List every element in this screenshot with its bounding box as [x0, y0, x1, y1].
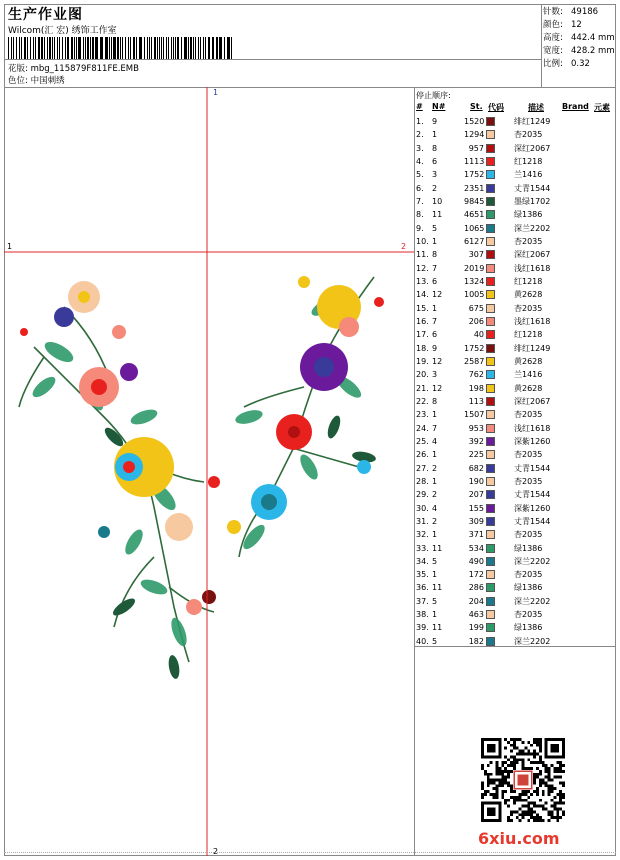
row-stitches: 1324 — [464, 276, 485, 286]
sequence-row — [416, 115, 614, 128]
guide-marker-right: 2 — [401, 242, 407, 251]
row-needle: 1 — [432, 410, 438, 420]
row-stitches: 675 — [468, 303, 484, 313]
row-index: 1. — [416, 117, 424, 126]
row-index: 35. — [416, 570, 429, 580]
color-swatch — [486, 264, 495, 273]
row-index: 23. — [416, 410, 429, 420]
color-swatch — [486, 304, 495, 313]
row-index: 6. — [416, 183, 424, 193]
row-description: 杏2035 — [514, 410, 543, 420]
row-index: 9. — [416, 223, 424, 233]
color-swatch — [486, 530, 495, 539]
row-description: 深兰2202 — [514, 223, 551, 233]
color-swatch — [486, 370, 495, 379]
row-stitches: 2351 — [464, 183, 485, 193]
row-index: 26. — [416, 450, 429, 460]
row-index: 19. — [416, 356, 429, 366]
row-index: 29. — [416, 490, 429, 500]
sequence-row — [416, 422, 614, 435]
row-index: 33. — [416, 543, 429, 553]
sequence-row — [416, 555, 614, 568]
color-swatch — [486, 157, 495, 166]
row-needle: 12 — [432, 356, 443, 366]
row-stitches: 206 — [468, 316, 484, 326]
col-num: # — [416, 102, 423, 111]
color-swatch — [486, 224, 495, 233]
row-description: 兰1416 — [514, 170, 543, 180]
color-swatch — [486, 277, 495, 286]
sequence-row — [416, 568, 614, 581]
color-position-line — [8, 74, 65, 86]
row-stitches: 1005 — [464, 290, 485, 300]
sequence-row — [416, 475, 614, 488]
row-description: 杏2035 — [514, 236, 543, 246]
row-description: 杏2035 — [514, 610, 543, 620]
row-needle: 1 — [432, 303, 438, 313]
sequence-list — [416, 115, 614, 648]
row-needle: 9 — [432, 343, 438, 353]
row-stitches: 392 — [468, 436, 484, 446]
row-needle: 5 — [432, 596, 438, 606]
row-description: 红1218 — [514, 276, 543, 286]
color-swatch — [486, 623, 495, 632]
sequence-row — [416, 542, 614, 555]
row-needle: 3 — [432, 370, 438, 380]
col-element: 元素 — [594, 103, 610, 112]
row-stitches: 1507 — [464, 410, 485, 420]
row-stitches: 1294 — [464, 130, 485, 140]
row-index: 16. — [416, 316, 429, 326]
row-index: 2. — [416, 130, 424, 140]
row-index: 20. — [416, 370, 429, 380]
color-swatch — [486, 144, 495, 153]
guide-marker-bottom: 2 — [213, 847, 219, 856]
sequence-row — [416, 155, 614, 168]
row-stitches: 1113 — [464, 156, 485, 166]
row-description: 杏2035 — [514, 130, 543, 140]
qr-code — [481, 738, 565, 822]
color-swatch — [486, 210, 495, 219]
row-description: 杏2035 — [514, 303, 543, 313]
row-needle: 1 — [432, 130, 438, 140]
row-index: 27. — [416, 463, 429, 473]
row-needle: 1 — [432, 610, 438, 620]
sequence-row — [416, 315, 614, 328]
row-needle: 3 — [432, 170, 438, 180]
color-swatch — [486, 384, 495, 393]
row-description: 黄2628 — [514, 383, 543, 393]
color-swatch — [486, 490, 495, 499]
stop-sequence-title: 停止顺序: — [416, 91, 451, 100]
row-index: 40. — [416, 636, 429, 646]
sequence-row — [416, 235, 614, 248]
row-index: 11. — [416, 250, 429, 260]
row-stitches: 1752 — [464, 343, 485, 353]
row-description: 绿1386 — [514, 543, 543, 553]
row-needle: 6 — [432, 330, 438, 340]
row-description: 丈青1544 — [514, 516, 551, 526]
sequence-row — [416, 168, 614, 181]
sequence-row — [416, 608, 614, 621]
sequence-row — [416, 448, 614, 461]
row-stitches: 1752 — [464, 170, 485, 180]
color-swatch — [486, 237, 495, 246]
row-needle: 4 — [432, 503, 438, 513]
pattern-label: 花版: — [8, 64, 28, 74]
studio-name: Wilcom(汇 宏) 绣饰工作室 — [8, 26, 117, 36]
guide-marker-left: 1 — [7, 242, 13, 251]
sequence-row — [416, 635, 614, 648]
color-swatch — [486, 130, 495, 139]
sequence-row — [416, 595, 614, 608]
row-stitches: 957 — [468, 143, 484, 153]
color-swatch — [486, 437, 495, 446]
row-needle: 5 — [432, 223, 438, 233]
row-description: 丈青1544 — [514, 183, 551, 193]
row-description: 深兰2202 — [514, 596, 551, 606]
row-stitches: 1065 — [464, 223, 485, 233]
row-index: 15. — [416, 303, 429, 313]
sequence-row — [416, 515, 614, 528]
sequence-row — [416, 262, 614, 275]
page-title: 生产作业图 — [8, 7, 83, 23]
sequence-row — [416, 621, 614, 634]
color-swatch — [486, 330, 495, 339]
row-stitches: 534 — [468, 543, 484, 553]
row-needle: 12 — [432, 290, 443, 300]
row-index: 32. — [416, 530, 429, 540]
row-needle: 8 — [432, 143, 438, 153]
row-needle: 6 — [432, 156, 438, 166]
stat-row: 针数: 49186 — [543, 7, 599, 17]
row-index: 17. — [416, 330, 429, 340]
row-description: 深红2067 — [514, 143, 551, 153]
panel-divider — [414, 87, 415, 856]
color-swatch — [486, 184, 495, 193]
row-needle: 7 — [432, 263, 438, 273]
row-needle: 10 — [432, 196, 443, 206]
stat-row: 颜色: 12 — [543, 20, 582, 30]
row-stitches: 4651 — [464, 210, 485, 220]
row-index: 12. — [416, 263, 429, 273]
barcode — [8, 37, 236, 59]
row-description: 墨绿1702 — [514, 196, 551, 206]
row-stitches: 40 — [473, 330, 484, 340]
sequence-row — [416, 488, 614, 501]
row-stitches: 199 — [468, 623, 484, 633]
sequence-row — [416, 342, 614, 355]
row-stitches: 762 — [468, 370, 484, 380]
row-index: 18. — [416, 343, 429, 353]
row-needle: 2 — [432, 490, 438, 500]
row-stitches: 225 — [468, 450, 484, 460]
color-swatch — [486, 410, 495, 419]
col-code: 代码 — [488, 103, 504, 112]
row-needle: 8 — [432, 396, 438, 406]
row-description: 黄2628 — [514, 290, 543, 300]
sequence-row — [416, 248, 614, 261]
sequence-row — [416, 328, 614, 341]
row-stitches: 953 — [468, 423, 484, 433]
color-swatch — [486, 557, 495, 566]
row-needle: 11 — [432, 210, 443, 220]
row-stitches: 463 — [468, 610, 484, 620]
color-swatch — [486, 504, 495, 513]
color-swatch — [486, 570, 495, 579]
row-stitches: 182 — [468, 636, 484, 646]
row-description: 深红2067 — [514, 250, 551, 260]
row-needle: 6 — [432, 276, 438, 286]
row-description: 丈青1544 — [514, 490, 551, 500]
row-description: 杏2035 — [514, 476, 543, 486]
row-stitches: 155 — [468, 503, 484, 513]
row-stitches: 2019 — [464, 263, 485, 273]
color-value: 中国刺绣 — [30, 76, 65, 86]
sequence-row — [416, 288, 614, 301]
sequence-row — [416, 368, 614, 381]
sequence-row — [416, 581, 614, 594]
row-index: 5. — [416, 170, 424, 180]
row-needle: 8 — [432, 250, 438, 260]
header-divider — [4, 59, 541, 60]
color-swatch — [486, 477, 495, 486]
stat-row: 比例: 0.32 — [543, 59, 590, 69]
row-index: 3. — [416, 143, 424, 153]
row-index: 30. — [416, 503, 429, 513]
row-stitches: 286 — [468, 583, 484, 593]
row-needle: 2 — [432, 463, 438, 473]
col-brand: Brand — [562, 102, 589, 111]
sequence-row — [416, 408, 614, 421]
row-stitches: 371 — [468, 530, 484, 540]
row-index: 21. — [416, 383, 429, 393]
row-index: 24. — [416, 423, 429, 433]
row-stitches: 204 — [468, 596, 484, 606]
row-needle: 5 — [432, 556, 438, 566]
header-vertical-divider — [541, 4, 542, 87]
row-index: 37. — [416, 596, 429, 606]
row-needle: 9 — [432, 117, 438, 126]
row-description: 浅红1618 — [514, 263, 551, 273]
row-description: 深兰2202 — [514, 636, 551, 646]
row-description: 深紫1260 — [514, 503, 551, 513]
row-description: 绿1386 — [514, 210, 543, 220]
sequence-row — [416, 462, 614, 475]
col-n: N# — [432, 102, 446, 111]
row-needle: 5 — [432, 636, 438, 646]
row-stitches: 307 — [468, 250, 484, 260]
row-description: 绿1386 — [514, 623, 543, 633]
row-needle: 2 — [432, 183, 438, 193]
row-index: 25. — [416, 436, 429, 446]
row-index: 8. — [416, 210, 424, 220]
row-stitches: 190 — [468, 476, 484, 486]
color-swatch — [486, 450, 495, 459]
row-index: 10. — [416, 236, 429, 246]
color-swatch — [486, 117, 495, 126]
row-description: 黄2628 — [514, 356, 543, 366]
row-description: 绯红1249 — [514, 343, 551, 353]
pattern-file: mbg_115879F811FE.EMB — [30, 64, 139, 74]
row-needle: 7 — [432, 423, 438, 433]
row-needle: 1 — [432, 450, 438, 460]
row-index: 4. — [416, 156, 424, 166]
color-swatch — [486, 544, 495, 553]
row-needle: 4 — [432, 436, 438, 446]
row-description: 红1218 — [514, 330, 543, 340]
row-description: 浅红1618 — [514, 423, 551, 433]
row-needle: 1 — [432, 530, 438, 540]
row-index: 38. — [416, 610, 429, 620]
row-index: 31. — [416, 516, 429, 526]
color-swatch — [486, 317, 495, 326]
col-desc: 描述 — [528, 103, 544, 112]
color-swatch — [486, 290, 495, 299]
sequence-row — [416, 435, 614, 448]
sequence-row — [416, 195, 614, 208]
row-description: 红1218 — [514, 156, 543, 166]
color-label: 色位: — [8, 76, 28, 86]
row-stitches: 1520 — [464, 117, 485, 126]
row-needle: 11 — [432, 623, 443, 633]
row-description: 杏2035 — [514, 570, 543, 580]
row-needle: 1 — [432, 570, 438, 580]
row-stitches: 2587 — [464, 356, 485, 366]
stat-row: 宽度: 428.2 mm — [543, 46, 615, 56]
row-description: 深紫1260 — [514, 436, 551, 446]
color-swatch — [486, 170, 495, 179]
row-needle: 2 — [432, 516, 438, 526]
row-index: 13. — [416, 276, 429, 286]
row-needle: 11 — [432, 583, 443, 593]
sequence-row — [416, 355, 614, 368]
row-index: 22. — [416, 396, 429, 406]
color-swatch — [486, 597, 495, 606]
row-stitches: 490 — [468, 556, 484, 566]
floral-embroidery-illustration — [19, 276, 384, 680]
row-description: 深红2067 — [514, 396, 551, 406]
sequence-row — [416, 142, 614, 155]
row-index: 28. — [416, 476, 429, 486]
row-index: 34. — [416, 556, 429, 566]
row-description: 兰1416 — [514, 370, 543, 380]
color-swatch — [486, 197, 495, 206]
sequence-row — [416, 528, 614, 541]
row-description: 杏2035 — [514, 530, 543, 540]
color-swatch — [486, 424, 495, 433]
row-stitches: 172 — [468, 570, 484, 580]
sequence-row — [416, 302, 614, 315]
watermark: 6xiu.com — [478, 829, 560, 848]
row-index: 39. — [416, 623, 429, 633]
color-swatch — [486, 397, 495, 406]
row-needle: 11 — [432, 543, 443, 553]
color-swatch — [486, 464, 495, 473]
row-needle: 7 — [432, 316, 438, 326]
color-swatch — [486, 517, 495, 526]
col-st: St. — [470, 102, 483, 111]
row-description: 丈青1544 — [514, 463, 551, 473]
color-swatch — [486, 637, 495, 646]
sequence-row — [416, 382, 614, 395]
row-stitches: 113 — [468, 396, 484, 406]
row-stitches: 207 — [468, 490, 484, 500]
row-index: 36. — [416, 583, 429, 593]
sequence-row — [416, 275, 614, 288]
row-needle: 1 — [432, 236, 438, 246]
row-stitches: 9845 — [464, 196, 485, 206]
row-needle: 12 — [432, 383, 443, 393]
color-swatch — [486, 344, 495, 353]
sequence-row — [416, 395, 614, 408]
row-description: 杏2035 — [514, 450, 543, 460]
color-swatch — [486, 250, 495, 259]
bottom-dotted-rule — [4, 852, 616, 853]
pattern-file-line — [8, 62, 139, 74]
row-stitches: 198 — [468, 383, 484, 393]
row-stitches: 6127 — [464, 236, 485, 246]
row-stitches: 682 — [468, 463, 484, 473]
row-description: 浅红1618 — [514, 316, 551, 326]
color-swatch — [486, 583, 495, 592]
sequence-row — [416, 208, 614, 221]
sequence-row — [416, 222, 614, 235]
embroidery-design-canvas — [4, 87, 414, 856]
stat-row: 高度: 442.4 mm — [543, 33, 615, 43]
row-index: 14. — [416, 290, 429, 300]
sequence-row — [416, 182, 614, 195]
color-swatch — [486, 357, 495, 366]
row-description: 绯红1249 — [514, 117, 551, 126]
sequence-row — [416, 128, 614, 141]
sequence-row — [416, 502, 614, 515]
row-needle: 1 — [432, 476, 438, 486]
guide-marker-top: 1 — [213, 88, 219, 97]
color-swatch — [486, 610, 495, 619]
row-description: 绿1386 — [514, 583, 543, 593]
row-index: 7. — [416, 196, 424, 206]
row-stitches: 309 — [468, 516, 484, 526]
row-description: 深兰2202 — [514, 556, 551, 566]
stats-panel — [543, 6, 615, 71]
